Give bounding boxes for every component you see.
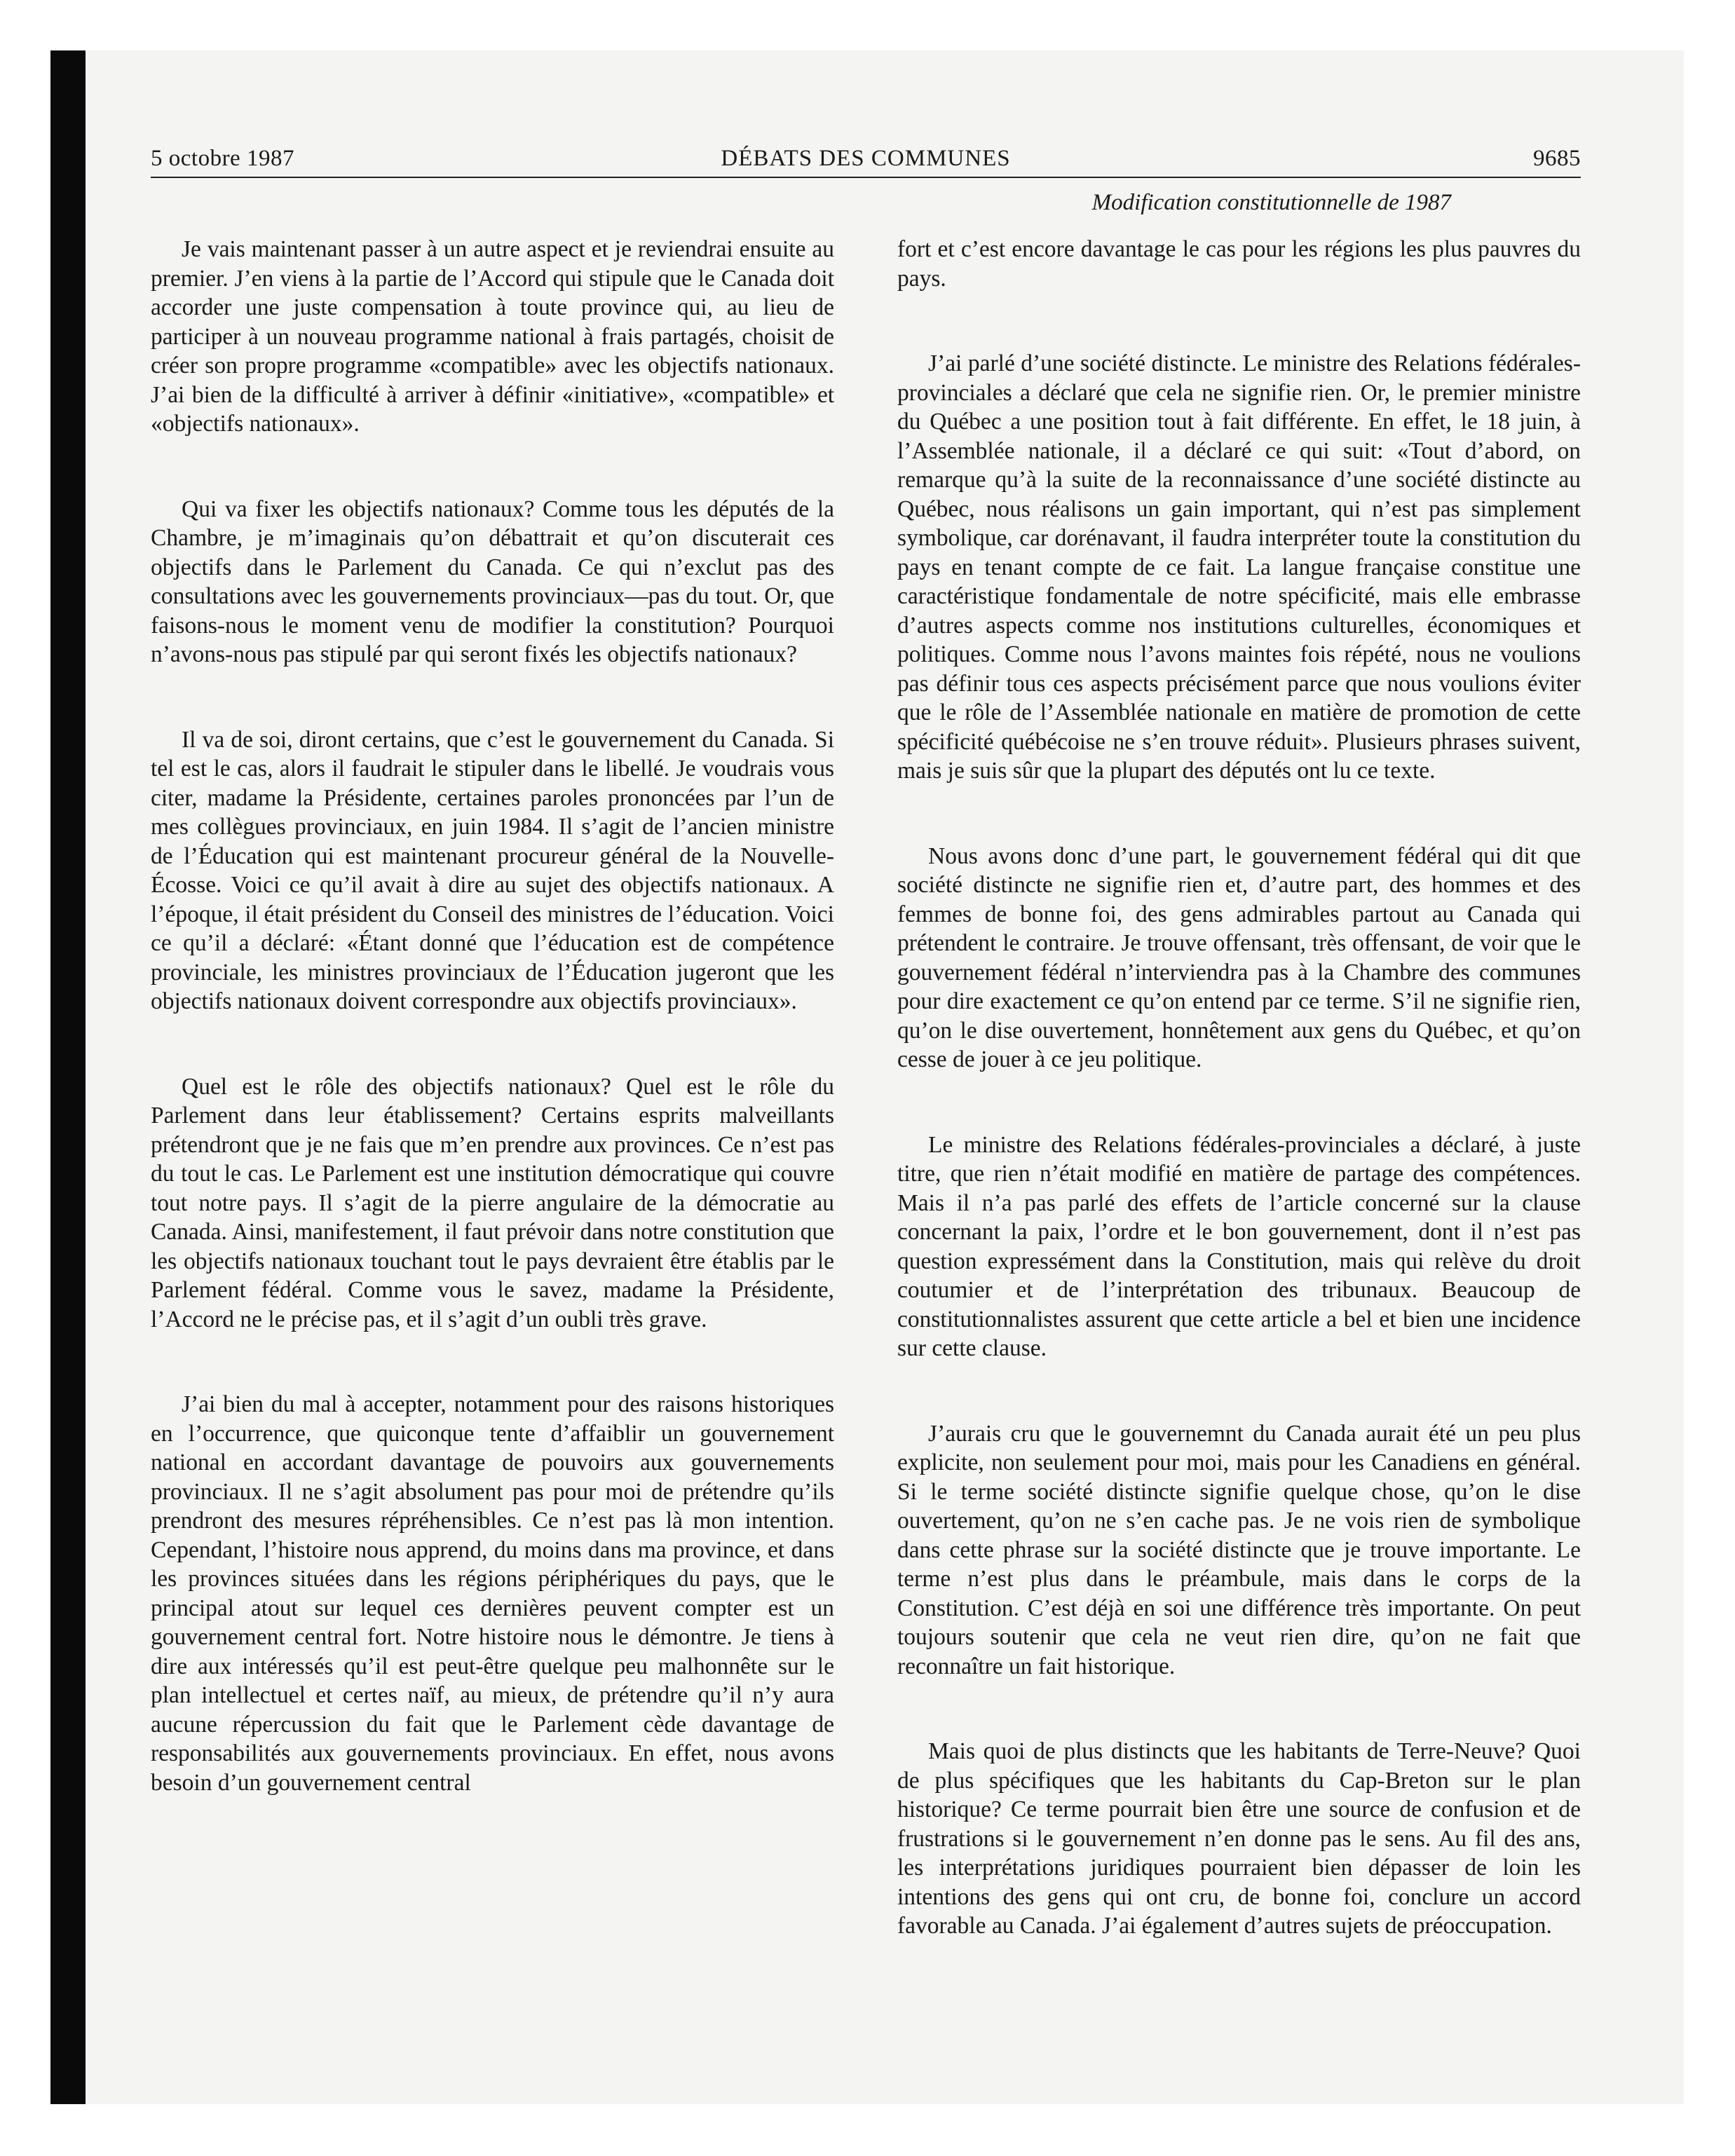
left-paragraph-1: Je vais maintenant passer à un autre aspect et je reviendrai ensuite au premier. J’en viens à la partie de l’Accord qui stipule que le Canada doit accorder une juste compensation à toute province qui, au lieu de participer à un nouveau programme national à frais partagés, choisit de créer son propre programme «compatible» avec les objectifs nationaux. J’ai bien de la difficulté à arriver à définir «initiative», «compatible» et «objectifs nationaux». — [151, 236, 834, 437]
right-column — [897, 235, 1581, 1997]
right-paragraph-4: Le ministre des Relations fédérales-provinciales a déclaré, à juste titre, que rien n’était modifié en matière de partage des compétences. Mais il n’a pas parlé des effets de l’article concerné sur la clause concernant la paix, l’ordre et le bon gouvernement, dont il n’est pas question expressément dans la Constitution, mais qui relève du droit coutumier et de l’interprétation des tribunaux. Beaucoup de constitutionnalistes assurent que cette article a bel et bien une incidence sur cette clause. — [897, 1131, 1581, 1361]
publication-title: DÉBATS DES COMMUNES — [721, 146, 1011, 171]
right-paragraph-6: Mais quoi de plus distincts que les habitants de Terre-Neuve? Quoi de plus spécifiques que les habitants du Cap-Breton sur le plan historique? Ce terme pourrait bien être une source de confusion et de frustrations si le gouvernement n’en donne pas le sens. Au fil des ans, les interprétations juridiques pourraient bien dépasser de loin les intentions des gens qui ont cru, de bonne foi, conclure un accord favorable au Canada. J’ai également d’autres sujets de préoccupation. — [897, 1738, 1581, 1939]
left-paragraph-3: Il va de soi, diront certains, que c’est le gouvernement du Canada. Si tel est le cas, alors il faudrait le stipuler dans le libellé. Je voudrais vous citer, madame la Présidente, certaines paroles prononcées par l’un de mes collègues provinciaux, en juin 1984. Il s’agit de l’ancien ministre de l’Éducation qui est maintenant procureur général de la Nouvelle-Écosse. Voici ce qu’il avait à dire au sujet des objectifs nationaux. A l’époque, il était président du Conseil des ministres de l’éducation. Voici ce qu’il a déclaré: «Étant donné que l’éducation est de compétence provinciale, les ministres provinciaux de l’Éducation jugeront que les objectifs nationaux doivent correspondre aux objectifs provinciaux». — [151, 726, 834, 1014]
text-columns — [151, 235, 1581, 1997]
section-heading: Modification constitutionnelle de 1987 — [1091, 190, 1451, 215]
running-header — [151, 140, 1581, 178]
left-paragraph-2: Qui va fixer les objectifs nationaux? Comme tous les députés de la Chambre, je m’imaginais qu’on débattrait et qu’on discuterait ces objectifs dans le Parlement du Canada. Ce qui n’exclut pas des consultations avec les gouvernements provinciaux—pas du tout. Or, que faisons-nous le moment venu de modifier la constitution? Pourquoi n’avons-nous pas stipulé par qui seront fixés les objectifs nationaux? — [151, 496, 834, 667]
scan-binding-edge — [50, 50, 86, 2104]
document-page — [151, 140, 1581, 1939]
left-column — [151, 235, 834, 1997]
right-paragraph-3: Nous avons donc d’une part, le gouvernement fédéral qui dit que société distincte ne signifie rien et, d’autre part, des hommes et des femmes de bonne foi, des gens admirables partout au Canada qui prétendent le contraire. Je trouve offensant, très offensant, de voir que le gouvernement fédéral n’interviendra pas à la Chambre des communes pour dire exactement ce qu’on entend par ce terme. S’il ne signifie rien, qu’on le dise ouvertement, honnêtement aux gens du Québec, et qu’on cesse de jouer à ce jeu politique. — [897, 842, 1581, 1072]
right-paragraph-5: J’aurais cru que le gouvernemnt du Canada aurait été un peu plus explicite, non seulement pour moi, mais pour les Canadiens en général. Si le terme société distincte signifie quelque chose, qu’on le dise ouvertement, qu’on ne s’en cache pas. Je ne vois rien de symbolique dans cette phrase sur la société distincte que je trouve importante. Le terme n’est plus dans le préambule, mais dans le corps de la Constitution. C’est déjà en soi une différence très importante. On peut toujours soutenir que cela ne veut rien dire, qu’on ne fait que reconnaître un fait historique. — [897, 1420, 1581, 1679]
right-paragraph-1: fort et c’est encore davantage le cas pour les régions les plus pauvres du pays. — [897, 236, 1581, 292]
page-number: 9685 — [1533, 146, 1581, 171]
left-paragraph-5: J’ai bien du mal à accepter, notamment pour des raisons historiques en l’occurrence, que quiconque tente d’affaiblir un gouvernement national en accordant davantage de pouvoirs aux gouvernements provinciaux. Il ne s’agit absolument pas pour moi de prétendre qu’ils prendront des mesures répréhensibles. Ce n’est pas là mon intention. Cependant, l’histoire nous apprend, du moins dans ma province, et dans les provinces situées dans les régions périphériques du pays, que le principal atout sur lequel ces dernières peuvent compter est un gouvernement central fort. Notre histoire nous le démontre. Je tiens à dire aux intéressés qu’il est peut-être quelque peu malhonnête sur le plan intellectuel et certes naïf, au mieux, de prétendre qu’il n’y aura aucune répercussion du fait que le Parlement cède davantage de responsabilités aux gouvernements provinciaux. En effet, nous avons besoin d’un gouvernement central — [151, 1391, 834, 1796]
right-paragraph-2: J’ai parlé d’une société distincte. Le ministre des Relations fédérales-provinciales a déclaré que cela ne signifie rien. Or, le premier ministre du Québec a une position tout à fait différente. En effet, le 18 juin, à l’Assemblée nationale, il a déclaré ce qui suit: «Tout d’abord, on remarque qu’à la suite de la reconnaissance d’une société distincte au Québec, nous réalisons un gain important, qui n’est pas simplement symbolique, car dorénavant, il faudra interpréter toute la constitution du pays en tenant compte de ce fait. La langue française constitue une caractéristique fondamentale de notre spécificité, mais elle embrasse d’autres aspects comme nos institutions culturelles, économiques et politiques. Comme nous l’avons maintes fois répété, nous ne voulions pas définir tous ces aspects précisément parce que nous voulions éviter que le rôle de l’Assemblée nationale en matière de promotion de cette spécificité québécoise ne s’en trouve réduit». Plusieurs phrases suivent, mais je suis sûr que la plupart des députés ont lu ce texte. — [897, 350, 1581, 784]
header-date: 5 octobre 1987 — [151, 146, 294, 171]
left-paragraph-4: Quel est le rôle des objectifs nationaux? Quel est le rôle du Parlement dans leur établissement? Certains esprits malveillants prétendront que je ne fais que m’en prendre aux provinces. Ce n’est pas du tout le cas. Le Parlement est une institution démocratique qui couvre tout notre pays. Il s’agit de la pierre angulaire de la démocratie au Canada. Ainsi, manifestement, il faut prévoir dans notre constitution que les objectifs nationaux touchant tout le pays devraient être établis par le Parlement fédéral. Comme vous le savez, madame la Présidente, l’Accord ne le précise pas, et il s’agit d’un oubli très grave. — [151, 1073, 834, 1332]
